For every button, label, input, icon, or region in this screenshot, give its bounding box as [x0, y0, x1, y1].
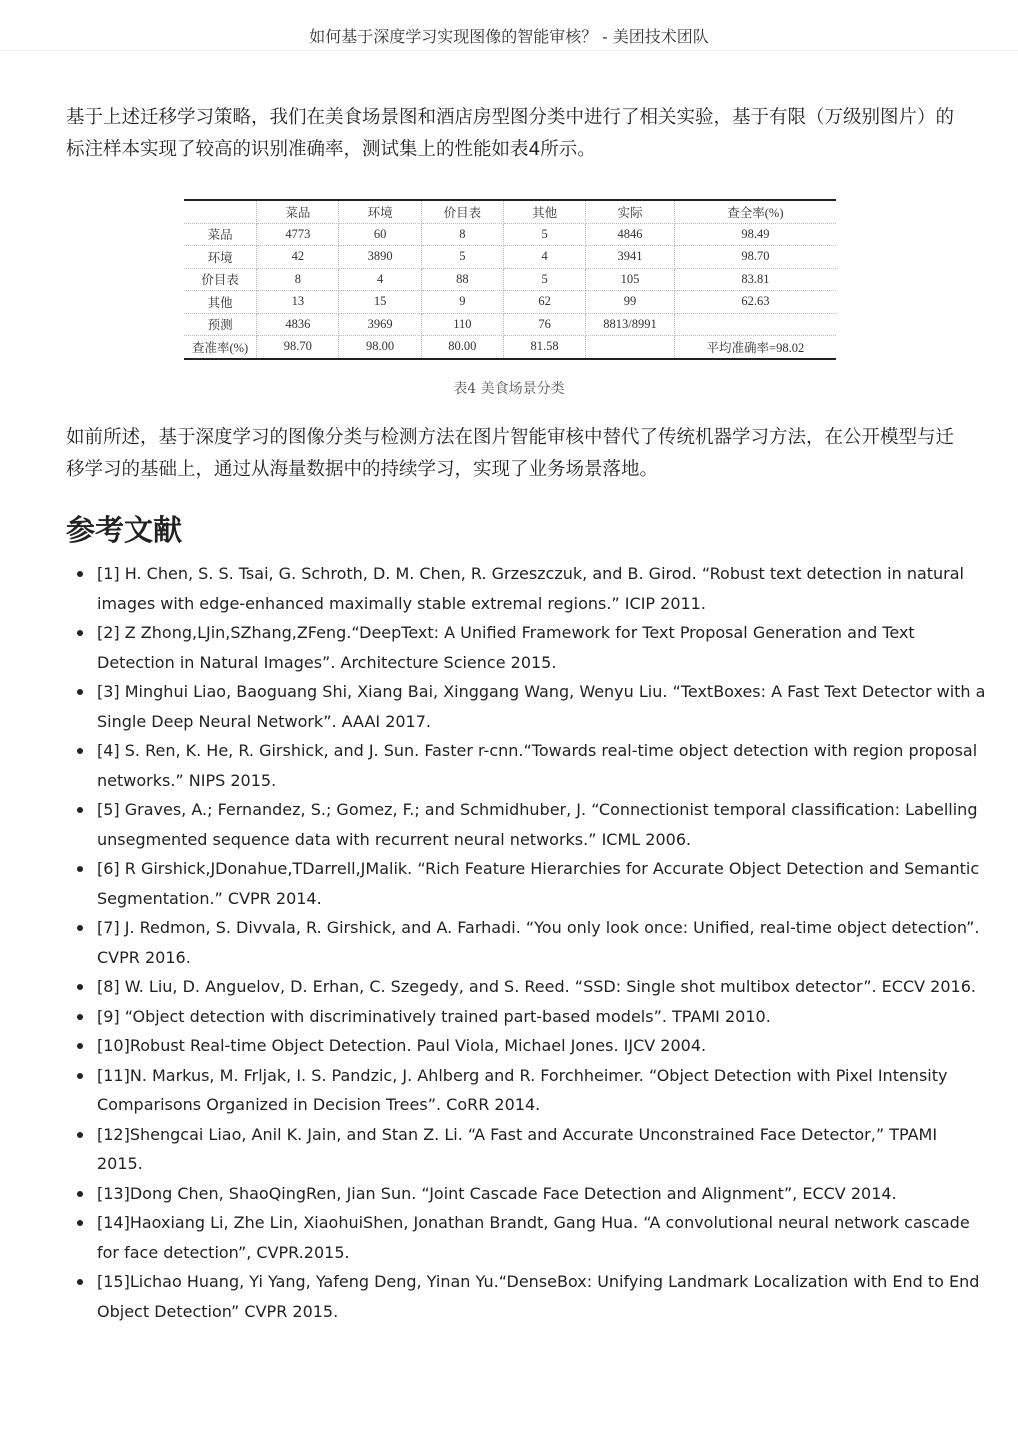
table-cell: 62.63 [674, 291, 836, 314]
reference-item: [11]N. Markus, M. Frljak, I. S. Pandzic, J. Ahlberg and R. Forchheimer. “Object Detection with Pixel Intensity Comparisons Organized in Decision Trees”. CoRR 2014. [97, 1061, 987, 1120]
table-cell: 80.00 [421, 336, 503, 359]
reference-item: [2] Z Zhong,LJin,SZhang,ZFeng.“DeepText: A Unified Framework for Text Proposal Generation and Text Detection in Natural Images”. Architecture Science 2015. [97, 618, 987, 677]
table-header-cell: 菜品 [257, 200, 339, 223]
reference-item: [3] Minghui Liao, Baoguang Shi, Xiang Bai, Xinggang Wang, Wenyu Liu. “TextBoxes: A Fast Text Detector with a Single Deep Neural Network”. AAAI 2017. [97, 677, 987, 736]
table-cell: 4836 [257, 313, 339, 336]
summary-paragraph: 如前所述，基于深度学习的图像分类与检测方法在图片智能审核中替代了传统机器学习方法，在公开模型与迁移学习的基础上，通过从海量数据中的持续学习，实现了业务场景落地。 [66, 427, 955, 480]
table-header-cell: 查全率(%) [674, 200, 836, 223]
table-header-cell: 环境 [339, 200, 421, 223]
table-cell: 8 [257, 268, 339, 291]
classification-results-table [184, 199, 836, 360]
page-header-title: 如何基于深度学习实现图像的智能审核？ - 美团技术团队 [309, 27, 709, 46]
table-cell: 98.70 [257, 336, 339, 359]
table-cell: 5 [421, 246, 503, 269]
reference-item: [13]Dong Chen, ShaoQingRen, Jian Sun. “Joint Cascade Face Detection and Alignment”, ECCV 2014. [97, 1179, 987, 1209]
table-cell: 99 [586, 291, 675, 314]
table-cell: 60 [339, 223, 421, 246]
table-cell: 其他 [184, 291, 257, 314]
table-header-row [184, 200, 836, 223]
table-cell: 42 [257, 246, 339, 269]
header-divider [0, 50, 1018, 51]
reference-item: [9] “Object detection with discriminatively trained part-based models”. TPAMI 2010. [97, 1002, 987, 1032]
table-cell: 110 [421, 313, 503, 336]
reference-item: [5] Graves, A.; Fernandez, S.; Gomez, F.; and Schmidhuber, J. “Connectionist temporal classification: Labelling unsegmented sequence data with recurrent neural networks.” ICML 2006. [97, 795, 987, 854]
table-row [184, 291, 836, 314]
reference-item: [14]Haoxiang Li, Zhe Lin, XiaohuiShen, Jonathan Brandt, Gang Hua. “A convolutional neural network cascade for face detection”, CVPR.2015. [97, 1208, 987, 1267]
table-cell: 15 [339, 291, 421, 314]
table-row [184, 336, 836, 359]
reference-item: [4] S. Ren, K. He, R. Girshick, and J. Sun. Faster r-cnn.“Towards real-time object detection with region proposal networks.” NIPS 2015. [97, 736, 987, 795]
table-cell: 8 [421, 223, 503, 246]
table-cell: 查准率(%) [184, 336, 257, 359]
table-row [184, 246, 836, 269]
reference-item: [1] H. Chen, S. S. Tsai, G. Schroth, D. M. Chen, R. Grzeszczuk, and B. Girod. “Robust text detection in natural images with edge-enhanced maximally stable extremal regions.” ICIP 2011. [97, 559, 987, 618]
table-cell: 价目表 [184, 268, 257, 291]
table-header-cell: 价目表 [421, 200, 503, 223]
table-header-cell [184, 200, 257, 223]
reference-item: [15]Lichao Huang, Yi Yang, Yafeng Deng, Yinan Yu.“DenseBox: Unifying Landmark Localization with End to End Object Detection” CVPR 2015. [97, 1267, 987, 1326]
reference-item: [10]Robust Real-time Object Detection. Paul Viola, Michael Jones. IJCV 2004. [97, 1031, 987, 1061]
table-cell: 3969 [339, 313, 421, 336]
table-cell: 4773 [257, 223, 339, 246]
table-cell [674, 313, 836, 336]
table-cell: 98.70 [674, 246, 836, 269]
table-cell: 98.00 [339, 336, 421, 359]
table-cell: 105 [586, 268, 675, 291]
intro-paragraph: 基于上述迁移学习策略，我们在美食场景图和酒店房型图分类中进行了相关实验，基于有限（万级别图片）的标注样本实现了较高的识别准确率，测试集上的性能如表4所示。 [66, 107, 955, 160]
table-cell: 8813/8991 [586, 313, 675, 336]
table-cell: 81.58 [503, 336, 585, 359]
references-heading: 参考文献 [66, 513, 183, 547]
table-cell: 5 [503, 223, 585, 246]
table-cell: 菜品 [184, 223, 257, 246]
table-cell: 62 [503, 291, 585, 314]
table-cell: 76 [503, 313, 585, 336]
table-cell: 3890 [339, 246, 421, 269]
table-cell: 4846 [586, 223, 675, 246]
reference-item: [8] W. Liu, D. Anguelov, D. Erhan, C. Szegedy, and S. Reed. “SSD: Single shot multibox detector”. ECCV 2016. [97, 972, 987, 1002]
table-cell [586, 336, 675, 359]
table-cell: 4 [339, 268, 421, 291]
table-cell: 环境 [184, 246, 257, 269]
table-cell: 13 [257, 291, 339, 314]
reference-item: [12]Shengcai Liao, Anil K. Jain, and Stan Z. Li. “A Fast and Accurate Unconstrained Face Detector,” TPAMI 2015. [97, 1120, 987, 1179]
table-caption: 表4 美食场景分类 [453, 381, 565, 397]
table-row [184, 268, 836, 291]
reference-item: [7] J. Redmon, S. Divvala, R. Girshick, and A. Farhadi. “You only look once: Unified, real-time object detection”. CVPR 2016. [97, 913, 987, 972]
table-cell: 98.49 [674, 223, 836, 246]
table-cell: 预测 [184, 313, 257, 336]
table-cell: 5 [503, 268, 585, 291]
table-cell: 83.81 [674, 268, 836, 291]
table-cell: 9 [421, 291, 503, 314]
reference-item: [6] R Girshick,JDonahue,TDarrell,JMalik. “Rich Feature Hierarchies for Accurate Object Detection and Semantic Segmentation.” CVPR 2014. [97, 854, 987, 913]
table-row [184, 223, 836, 246]
table-cell: 3941 [586, 246, 675, 269]
table-row [184, 313, 836, 336]
table-header-cell: 其他 [503, 200, 585, 223]
references-list [66, 559, 987, 1326]
table-header-cell: 实际 [586, 200, 675, 223]
table-cell: 4 [503, 246, 585, 269]
table-cell: 88 [421, 268, 503, 291]
table-cell: 平均准确率=98.02 [674, 336, 836, 359]
